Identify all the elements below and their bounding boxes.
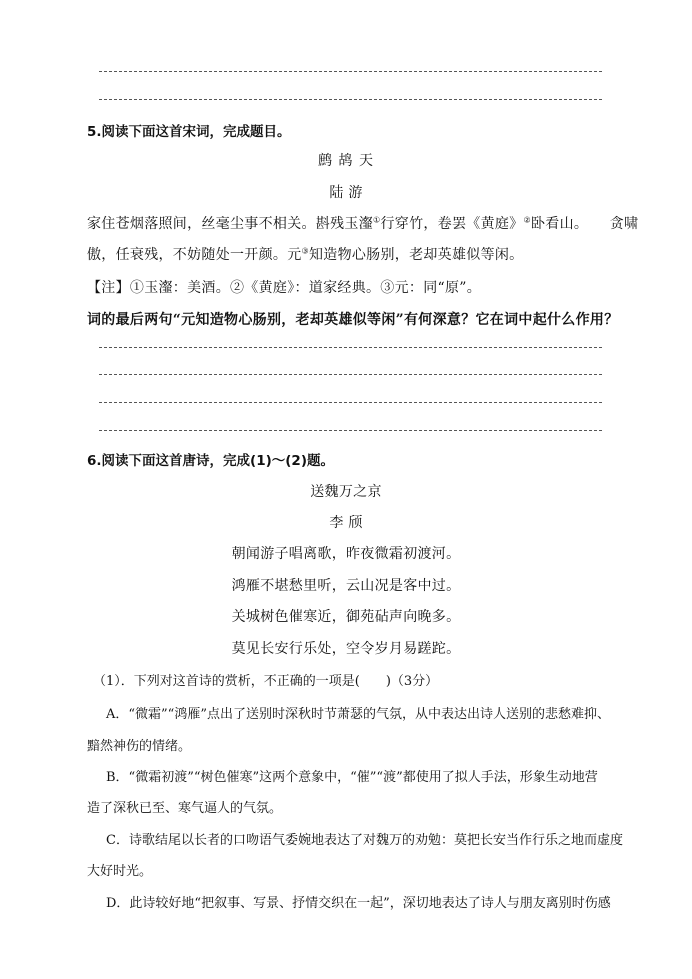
option-c-line1: C．诗歌结尾以长者的口吻语气委婉地表达了对魏万的劝勉：莫把长安当作行乐之地而虚度 (106, 833, 623, 848)
question-5-prompt: 词的最后两句“元知造物心肠别，老却英雄似等闲”有何深意？它在词中起什么作用？ (87, 312, 619, 328)
footnote-marker: ③ (301, 246, 309, 256)
poem-line: 朝闻游子唱离歌，昨夜微霜初渡河。 (231, 546, 461, 562)
poem-line: 莫见长安行乐处，空令岁月易蹉跎。 (231, 641, 461, 657)
poem-text-segment: 家住苍烟落照间，丝毫尘事不相关。斟残玉瀣 (87, 216, 373, 232)
footnote-marker: ② (523, 215, 531, 225)
option-b-line2: 造了深秋已至、寒气逼人的气氛。 (87, 801, 283, 816)
poem-note: 【注】①玉瀣：美酒。②《黄庭》：道家经典。③元：同“原”。 (87, 280, 482, 296)
question-6-heading: 6.阅读下面这首唐诗，完成(1)～(2)题。 (87, 453, 334, 469)
sub-question-1: （1）．下列对这首诗的赏析，不正确的一项是( )（3分） (93, 674, 439, 689)
poem-text-segment: 行穿竹，卷罢《黄庭》 (380, 216, 524, 232)
answer-line[interactable] (99, 347, 602, 348)
poem-text-segment: 卧看山。 贪啸 (530, 216, 639, 232)
poem-text-line (87, 213, 638, 233)
option-a-line2: 黯然神伤的情绪。 (87, 739, 192, 754)
poem-line: 关城树色催寒近，御苑砧声向晚多。 (231, 609, 461, 625)
option-b-line1: B．“微霜初渡”“树色催寒”这两个意象中，“催”“渡”都使用了拟人手法，形象生动地营 (106, 770, 598, 785)
answer-line[interactable] (99, 402, 602, 403)
poem-author: 李 颀 (329, 515, 363, 531)
answer-line[interactable] (99, 99, 602, 100)
question-5-heading: 5.阅读下面这首宋词，完成题目。 (87, 124, 291, 140)
poem-line: 鸿雁不堪愁里听，云山况是客中过。 (231, 578, 461, 594)
poem-text-line (87, 244, 523, 264)
option-d-line1: D．此诗较好地“把叙事、写景、抒情交织在一起”，深切地表达了诗人与朋友离别时伤感 (106, 896, 611, 911)
answer-line[interactable] (99, 430, 602, 431)
footnote-marker: ① (373, 215, 381, 225)
option-c-line2: 大好时光。 (87, 864, 153, 879)
answer-line[interactable] (99, 71, 602, 72)
poem-text-segment: 知造物心肠别，老却英雄似等闲。 (308, 247, 524, 263)
poem-author: 陆 游 (329, 185, 363, 201)
poem-text-segment: 傲，任衰残，不妨随处一开颜。元 (87, 247, 302, 263)
poem-title: 鹧 鸪 天 (318, 153, 374, 169)
option-a-line1: A．“微霜”“鸿雁”点出了送别时深秋时节萧瑟的气氛，从中表达出诗人送别的悲愁难抑、 (106, 707, 610, 722)
poem-title: 送魏万之京 (310, 484, 382, 500)
answer-line[interactable] (99, 374, 602, 375)
